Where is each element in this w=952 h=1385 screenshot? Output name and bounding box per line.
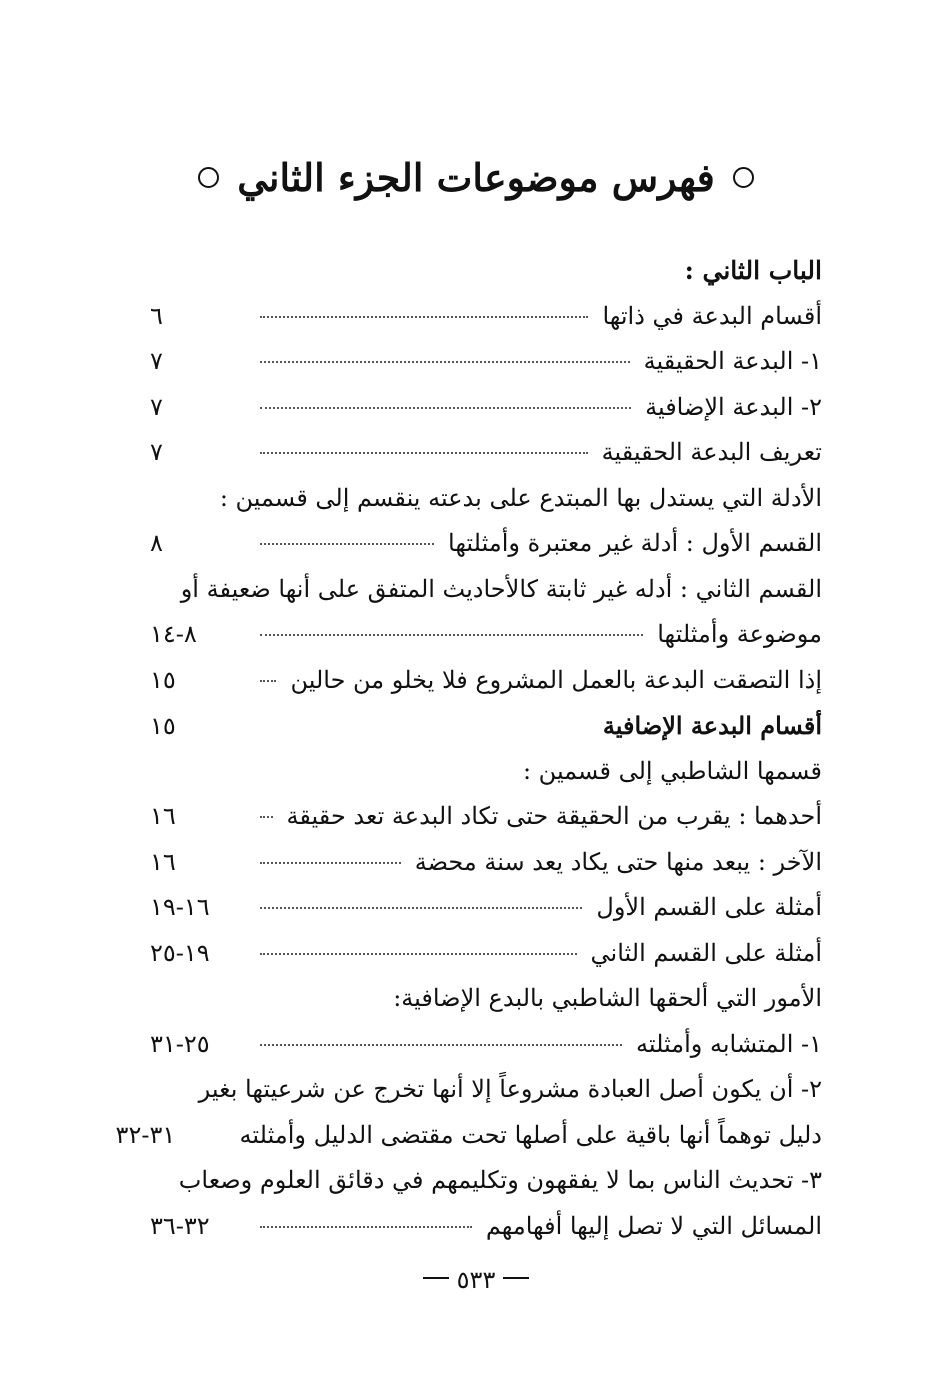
toc-page-number: ٨-١٤	[150, 620, 197, 648]
toc-entry-text: ٢- البدعة الإضافية	[645, 392, 822, 421]
toc-entry-text: ١- البدعة الحقيقية	[643, 347, 822, 375]
page-title-block	[0, 150, 952, 206]
toc-entry-text: أقسام البدعة في ذاتها	[602, 301, 822, 330]
toc-subheading-row	[150, 476, 822, 522]
toc-entry-text: ١- المتشابه وأمثلته	[635, 1029, 822, 1058]
toc-entry	[150, 430, 822, 476]
toc-entry-line	[150, 1158, 822, 1204]
toc-subheading: الأمور التي ألحقها الشاطبي بالبدع الإضافية:	[393, 984, 822, 1012]
toc-entry-text: ٣- تحديث الناس بما لا يفقهون وتكليمهم في دقائق العلوم وصعاب	[178, 1166, 822, 1194]
toc-entry	[150, 1204, 822, 1250]
toc-entry-text: إذا التصقت البدعة بالعمل المشروع فلا يخلو من حالين	[290, 665, 822, 694]
toc-entry	[150, 885, 822, 931]
toc-entry	[150, 521, 822, 567]
toc-entry	[150, 658, 822, 704]
toc-entry	[150, 931, 822, 977]
toc-section-row	[150, 703, 822, 749]
toc-entry-text: الآخر : يبعد منها حتى يكاد يعد سنة محضة	[414, 847, 822, 876]
page-number: ٥٣٣	[456, 1266, 496, 1294]
toc-entry-text: أمثلة على القسم الثاني	[590, 938, 822, 967]
dot-leader	[260, 361, 630, 363]
toc-entry-text: موضوعة وأمثلتها	[657, 620, 822, 648]
toc-subheading: الأدلة التي يستدل بها المبتدع على بدعته ينقسم إلى قسمين :	[219, 483, 822, 512]
toc-page-number: ١٦	[150, 802, 176, 830]
toc-page-number: ٣٢-٣٦	[150, 1211, 210, 1240]
toc-entry	[150, 612, 822, 658]
toc-entry	[150, 840, 822, 886]
toc-page-number: ٦	[150, 301, 163, 330]
toc-subheading: قسمها الشاطبي إلى قسمين :	[522, 756, 822, 785]
dash-ornament-icon	[503, 1277, 529, 1279]
toc-page-number: ١٩-٢٥	[150, 938, 210, 967]
dot-leader	[260, 816, 273, 818]
dot-leader	[260, 407, 631, 409]
circle-ornament-icon	[198, 167, 219, 188]
toc-heading: الباب الثاني :	[684, 256, 822, 285]
toc-entry-text: أحدهما : يقرب من الحقيقة حتى تكاد البدعة تعد حقيقة	[286, 802, 822, 830]
dot-leader	[260, 634, 643, 636]
toc-page-number: ٢٥-٣١	[150, 1029, 210, 1058]
toc-entry-text: القسم الأول : أدلة غير معتبرة وأمثلتها	[448, 529, 822, 557]
toc-page-number: ٧	[150, 438, 163, 466]
toc-entry-text: ٢- أن يكون أصل العبادة مشروعاً إلا أنها تخرج عن شرعيتها بغير	[198, 1075, 822, 1103]
toc-page-number: ١٥	[150, 665, 176, 694]
toc-entry-text: المسائل التي لا تصل إليها أفهامهم	[485, 1211, 822, 1240]
toc-entry	[150, 1022, 822, 1068]
toc-entry	[115, 1113, 822, 1159]
toc-entry-line	[150, 1067, 822, 1113]
page-title: فهرس موضوعات الجزء الثاني	[237, 155, 715, 200]
toc-entry-text: أمثلة على القسم الأول	[596, 893, 822, 921]
dot-leader	[260, 1044, 622, 1046]
toc-page-number: ١٦	[150, 847, 176, 876]
dot-leader	[260, 862, 401, 864]
toc-page-number: ٧	[150, 392, 163, 421]
dot-leader	[260, 907, 582, 909]
page-footer	[0, 1260, 952, 1300]
toc-entry-text: القسم الثاني : أدله غير ثابتة كالأحاديث المتفق على أنها ضعيفة أو	[180, 574, 822, 603]
toc-entry-text: دليل توهماً أنها باقية على أصلها تحت مقتضى الدليل وأمثلته	[239, 1120, 822, 1149]
toc-heading-row	[150, 248, 822, 294]
table-of-contents	[115, 248, 822, 1249]
dot-leader	[260, 316, 588, 318]
toc-page-number: ٨	[150, 529, 163, 557]
toc-entry-text: تعريف البدعة الحقيقية	[601, 438, 822, 466]
dot-leader	[260, 953, 577, 955]
toc-page-number: ٧	[150, 347, 163, 375]
circle-ornament-icon	[733, 167, 754, 188]
toc-subheading-row	[150, 976, 822, 1022]
toc-section-title: أقسام البدعة الإضافية	[602, 711, 822, 740]
dot-leader	[260, 452, 588, 454]
dot-leader	[260, 1226, 472, 1228]
toc-page-number: ٣١-٣٢	[115, 1120, 176, 1149]
toc-page-number: ١٦-١٩	[150, 893, 210, 921]
dot-leader	[260, 680, 276, 682]
blank-leader	[260, 726, 589, 728]
toc-entry	[150, 794, 822, 840]
toc-entry	[150, 339, 822, 385]
toc-subheading-row	[150, 749, 822, 795]
dash-ornament-icon	[423, 1277, 449, 1279]
toc-entry	[150, 294, 822, 340]
dot-leader	[260, 543, 434, 545]
toc-entry	[150, 385, 822, 431]
toc-page-number: ١٥	[150, 712, 176, 740]
toc-entry-line	[150, 567, 822, 613]
